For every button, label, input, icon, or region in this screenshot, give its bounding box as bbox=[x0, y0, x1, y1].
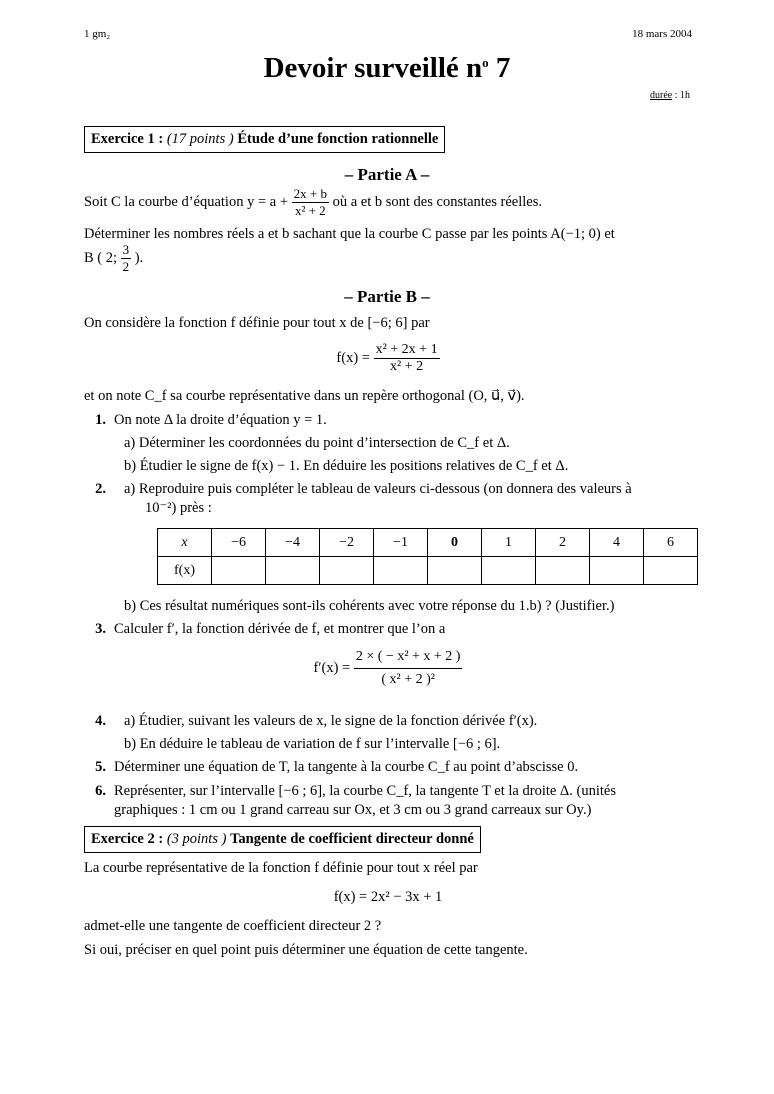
header-date: 18 mars 2004 bbox=[632, 28, 692, 40]
q4-a: a) Étudier, suivant les valeurs de x, le signe de la fonction dérivée f′(x). bbox=[124, 713, 538, 729]
table-cell-empty bbox=[212, 557, 266, 585]
partie-b-function bbox=[84, 342, 692, 375]
table-cell: 4 bbox=[590, 529, 644, 557]
ex1-label: Exercice 1 : bbox=[91, 131, 164, 147]
ex2-subject: Tangente de coefficient directeur donné bbox=[230, 831, 474, 847]
table-cell: 2 bbox=[536, 529, 590, 557]
duration bbox=[650, 90, 690, 101]
ex2-equation: f(x) = 2x² − 3x + 1 bbox=[333, 889, 443, 905]
ex2-line-3: Si oui, préciser en quel point puis déterminer une équation de cette tangente. bbox=[84, 942, 528, 958]
partie-a-line-3 bbox=[84, 242, 692, 275]
q2-b: b) Ces résultat numériques sont-ils cohérents avec votre réponse du 1.b) ? (Justifier.) bbox=[124, 598, 615, 614]
q5-number: 5. bbox=[95, 759, 106, 775]
q4-number: 4. bbox=[95, 713, 106, 729]
pa-l3a: B ( 2; bbox=[84, 249, 118, 266]
pb-f-num: x² + 2x + 1 bbox=[375, 342, 438, 357]
pa-frac-den: x² + 2 bbox=[294, 203, 326, 218]
table-cell: 6 bbox=[644, 529, 698, 557]
title-sup: o bbox=[482, 55, 489, 70]
q1-a: a) Déterminer les coordonnées du point d’intersection de C_f et Δ. bbox=[124, 435, 510, 451]
q6-number: 6. bbox=[95, 783, 106, 799]
pb-f-lhs: f(x) = bbox=[336, 349, 370, 366]
ex1-points: (17 points ) bbox=[166, 131, 234, 147]
pa-frac-num: 2x + b bbox=[293, 186, 327, 201]
q3-number: 3. bbox=[95, 621, 106, 637]
pb-f-fraction bbox=[374, 342, 440, 375]
table-cell: −1 bbox=[374, 529, 428, 557]
pa-l3-num: 3 bbox=[122, 242, 130, 257]
q2-number: 2. bbox=[95, 481, 106, 497]
table-cell: −2 bbox=[320, 529, 374, 557]
title-main: Devoir surveillé n bbox=[263, 52, 483, 84]
pa-fraction bbox=[292, 186, 329, 219]
q3-text: Calculer f′, la fonction dérivée de f, et montrer que l’on a bbox=[114, 621, 446, 637]
q1-number: 1. bbox=[95, 412, 106, 428]
page-title bbox=[0, 52, 774, 85]
question-5 bbox=[84, 756, 692, 778]
q4-b: b) En déduire le tableau de variation de f sur l’intervalle [−6 ; 6]. bbox=[124, 736, 501, 752]
question-3 bbox=[84, 618, 692, 640]
q1-text: On note Δ la droite d’équation y = 1. bbox=[114, 412, 327, 428]
q3-num: 2 × ( − x² + x + 2 ) bbox=[354, 646, 463, 669]
table-cell: −6 bbox=[212, 529, 266, 557]
pa-l1a: Soit C la courbe d’équation y = a + bbox=[84, 193, 289, 210]
q6-line-2: graphiques : 1 cm ou 1 grand carreau sur Ox, et 3 cm ou 3 grand carreaux sur Oy.) bbox=[114, 802, 592, 818]
ex2-label: Exercice 2 : bbox=[91, 831, 164, 847]
table-cell-empty bbox=[266, 557, 320, 585]
table-cell-empty bbox=[428, 557, 482, 585]
table-cell-empty bbox=[374, 557, 428, 585]
q3-fraction bbox=[354, 646, 463, 691]
pa-point-b-fraction bbox=[121, 242, 132, 275]
ex1-subject: Étude d’une fonction rationnelle bbox=[237, 131, 439, 147]
table-cell: f(x) bbox=[158, 557, 212, 585]
exercise-1-box bbox=[84, 126, 445, 153]
header-class: 1 gm₂ bbox=[84, 28, 111, 40]
pa-l3-den: 2 bbox=[122, 259, 130, 274]
ex2-points: (3 points ) bbox=[166, 831, 227, 847]
table-row-fx bbox=[158, 557, 698, 585]
question-1 bbox=[84, 409, 692, 431]
table-cell-empty bbox=[482, 557, 536, 585]
table-cell-empty bbox=[536, 557, 590, 585]
table-cell: 1 bbox=[482, 529, 536, 557]
table-cell: 0 bbox=[428, 529, 482, 557]
q3-formula bbox=[84, 646, 692, 691]
values-table bbox=[157, 528, 698, 585]
partie-a-title: – Partie A – bbox=[344, 165, 430, 184]
q6-line-1: Représenter, sur l’intervalle [−6 ; 6], la courbe C_f, la tangente T et la droite Δ. (unités bbox=[114, 783, 616, 799]
q2-a-line-1: a) Reproduire puis compléter le tableau de valeurs ci-dessous (on donnera des valeurs à bbox=[124, 481, 632, 497]
duration-label: durée bbox=[650, 90, 673, 101]
partie-a-line-2: Déterminer les nombres réels a et b sachant que la courbe C passe par les points A(−1; 0) et bbox=[84, 226, 615, 242]
table-cell-empty bbox=[320, 557, 374, 585]
ex2-line-2: admet-elle une tangente de coefficient directeur 2 ? bbox=[84, 918, 382, 934]
q5-text: Déterminer une équation de T, la tangente à la courbe C_f au point d’abscisse 0. bbox=[114, 759, 579, 775]
table-cell-empty bbox=[644, 557, 698, 585]
table-cell-empty bbox=[590, 557, 644, 585]
ex2-line-1: La courbe représentative de la fonction f définie pour tout x réel par bbox=[84, 860, 478, 876]
table-row-x bbox=[158, 529, 698, 557]
pb-f-den: x² + 2 bbox=[390, 359, 424, 374]
pa-l1b: où a et b sont des constantes réelles. bbox=[332, 193, 542, 210]
partie-b-note: et on note C_f sa courbe représentative dans un repère orthogonal (O, u⃗, v⃗). bbox=[84, 388, 525, 404]
pa-l3b: ). bbox=[134, 249, 144, 266]
table-cell: x bbox=[158, 529, 212, 557]
partie-a-line-1 bbox=[84, 186, 692, 219]
title-num: 7 bbox=[488, 52, 511, 84]
q3-den: ( x² + 2 )² bbox=[381, 672, 435, 687]
partie-b-title: – Partie B – bbox=[344, 287, 430, 306]
partie-b-intro: On considère la fonction f définie pour tout x de [−6; 6] par bbox=[84, 315, 430, 331]
q1-b: b) Étudier le signe de f(x) − 1. En déduire les positions relatives de C_f et Δ. bbox=[124, 458, 569, 474]
duration-value: : 1h bbox=[672, 90, 690, 101]
table-cell: −4 bbox=[266, 529, 320, 557]
q2-a-line-2: 10⁻²) près : bbox=[145, 500, 212, 516]
exercise-2-box bbox=[84, 826, 481, 853]
q3-lhs: f′(x) = bbox=[313, 659, 351, 676]
